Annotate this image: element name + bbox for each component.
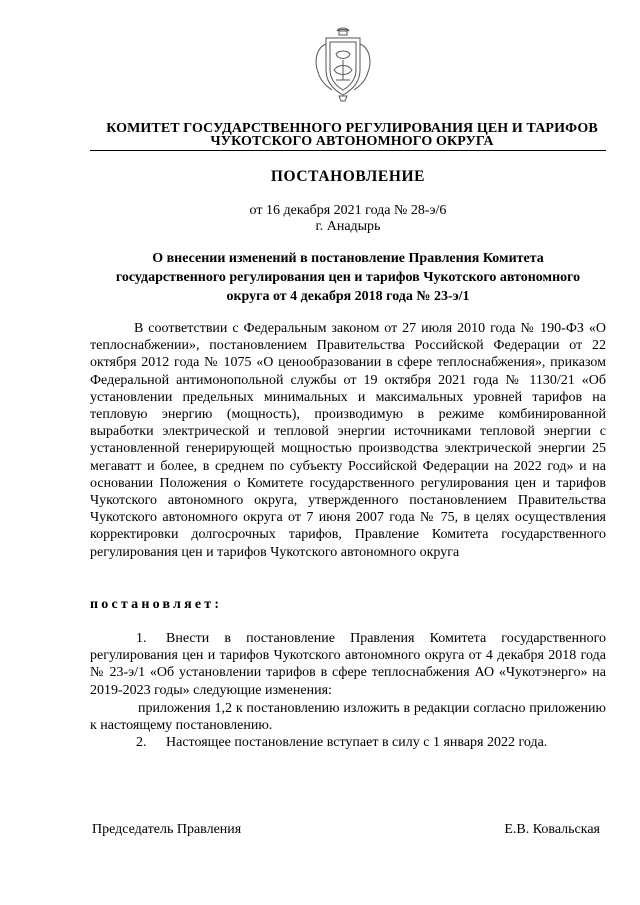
item-number: 1. xyxy=(136,631,147,646)
resolves-label: постановляет: xyxy=(90,597,223,612)
item-text: Настоящее постановление вступает в силу с 1 января 2022 года. xyxy=(166,735,548,750)
list-item xyxy=(90,734,606,751)
signatory-role: Председатель Правления xyxy=(92,822,242,837)
signatory-name: Е.В. Ковальская xyxy=(504,822,600,837)
organization-name-line2: ЧУКОТСКОГО АВТОНОМНОГО ОКРУГА xyxy=(210,134,494,149)
item-subclause: приложения 1,2 к постановлению изложить в редакции согласно приложению к настоящему постановлению. xyxy=(90,701,606,734)
organization-name-line1: КОМИТЕТ ГОСУДАРСТВЕННОГО РЕГУЛИРОВАНИЯ ЦЕН И ТАРИФОВ xyxy=(106,121,598,136)
document-date: от 16 декабря 2021 года № 28-э/6 xyxy=(249,203,447,218)
list-item xyxy=(90,630,606,699)
preamble-paragraph: В соответствии с Федеральным законом от 27 июля 2010 года № 190-ФЗ «О теплоснабжении», постановлением Правительства Российской Федерации от 22 октября 2012 года № 1075 «О ценообразовании в сфере теплоснабжения», приказом Федеральной антимонопольной службы от 19 октября 2021 года № 1130/21 «Об установлении предельных минимальных и максимальных уровней тарифов на тепловую энергию (мощность), производимую в режиме комбинированной выработки электрической и тепловой энергии источниками тепловой энергии с установленной генерирующей мощностью производства электрической энергии 25 мегаватт и более, в среднем по субъекту Российской Федерации на 2022 год» и на основании Положения о Комитете государственного регулирования цен и тарифов Чукотского автономного округа, утвержденного постановлением Правительства Чукотского автономного округа от 7 июня 2007 года № 75, в целях осуществления корректировки долгосрочных тарифов, Правление Комитета государственного регулирования цен и тарифов Чукотского автономного округа xyxy=(90,321,606,560)
header-divider xyxy=(90,150,606,151)
item-number: 2. xyxy=(136,735,147,750)
document-city: г. Анадырь xyxy=(315,219,381,234)
coat-of-arms-icon xyxy=(306,24,380,104)
document-subject: О внесении изменений в постановление Правления Комитета государственного регулирования цен и тарифов Чукотского автономного округа от 4 декабря 2018 года № 23-э/1 xyxy=(115,251,581,304)
item-text: Внести в постановление Правления Комитета государственного регулирования цен и тарифов Чукотского автономного округа от 4 декабря 2018 года № 23-э/1 «Об установлении тарифов в сфере теплоснабжения АО «Чукотэнерго» на 2019-2023 годы» следующие изменения: xyxy=(90,631,606,698)
document-title: ПОСТАНОВЛЕНИЕ xyxy=(270,168,426,185)
